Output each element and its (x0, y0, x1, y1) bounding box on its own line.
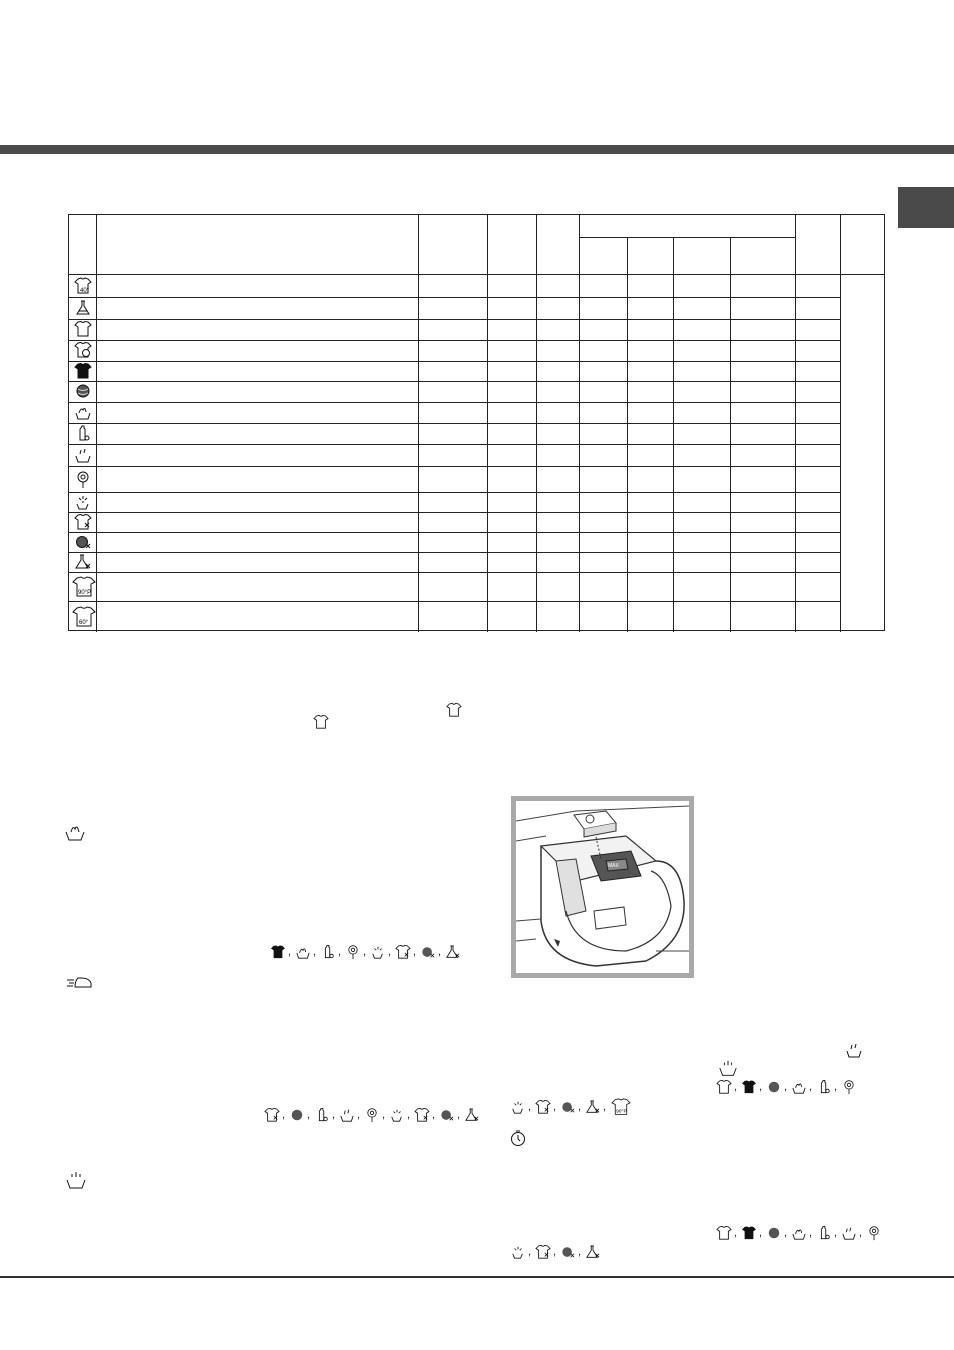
flask-stain-icon (443, 944, 463, 960)
tshirt-90p-label: 90°P (78, 590, 92, 596)
table-row-line (69, 572, 840, 573)
table-row-line (69, 402, 840, 403)
wool-stain-icon (558, 1099, 578, 1115)
inline-icon-row-4b: , , , (508, 1243, 603, 1261)
footer-rule (0, 1276, 954, 1278)
inline-icon-row-3b: , , , , 90°P (508, 1098, 634, 1116)
baby-bottle-icon (72, 425, 93, 441)
tshirt-stain-icon (533, 1099, 553, 1115)
wool-icon (764, 1079, 784, 1095)
flask-stain-icon (583, 1244, 603, 1260)
drawer-illustration (516, 801, 689, 973)
inline-icon-row-3a: , , , , , (714, 1078, 859, 1096)
table-subheader-line (579, 237, 795, 238)
tshirt-small-icon (442, 700, 466, 720)
stain-icon (72, 494, 93, 510)
handwash-icon (293, 944, 313, 960)
flower-icon (839, 1079, 859, 1095)
flask-icon (72, 300, 93, 316)
dark-tshirt-icon (268, 944, 288, 960)
tshirt-90p-inline-label: 90°P (616, 1109, 627, 1115)
handwash-icon (789, 1079, 809, 1095)
inline-icon-row-2: , , , , , , , , (262, 1106, 482, 1124)
stain-icon (387, 1107, 407, 1123)
basin-icon (842, 1040, 866, 1060)
tshirt-icon (714, 1225, 734, 1241)
handwash-icon (72, 404, 93, 420)
tshirt-60-label: 60° (79, 620, 89, 626)
timer-icon (506, 1128, 530, 1148)
tshirt-icon (714, 1079, 734, 1095)
table-row-line (69, 444, 840, 445)
flask-stain-icon (462, 1107, 482, 1123)
basin-icon (337, 1107, 357, 1123)
wool-stain-icon (72, 534, 93, 550)
detergent-drawer-figure (511, 796, 694, 978)
tshirt-timer-icon (72, 342, 93, 358)
tshirt-60-icon (72, 605, 96, 629)
table-row-line (69, 492, 840, 493)
tshirt-90p-icon (72, 575, 96, 599)
dark-tshirt-icon (739, 1225, 759, 1241)
wool-stain-icon (558, 1244, 578, 1260)
table-row-line (69, 361, 840, 362)
flower-icon (343, 944, 363, 960)
tshirt-stain-icon (393, 944, 413, 960)
dark-tshirt-icon (739, 1079, 759, 1095)
basin-icon (839, 1225, 859, 1241)
baby-bottle-icon (312, 1107, 332, 1123)
table-row-line (69, 340, 840, 341)
inline-icon-row-4a: , , , , , , (714, 1224, 884, 1242)
flower-icon (362, 1107, 382, 1123)
table-row-line (69, 423, 840, 424)
max-mark: MAX (608, 863, 619, 869)
table-row-line (69, 466, 840, 467)
basin-icon (72, 446, 93, 464)
table-row-line (69, 601, 840, 602)
baby-bottle-icon (318, 944, 338, 960)
tshirt-90p-icon (608, 1099, 634, 1115)
table-row-line (69, 319, 840, 320)
flask-stain-icon (583, 1099, 603, 1115)
programme-table (68, 214, 885, 631)
flower-icon (864, 1225, 884, 1241)
table-row-line (69, 381, 840, 382)
tshirt-40-label: 40° (79, 288, 89, 294)
table-row-line (69, 297, 840, 298)
flower-icon (72, 469, 93, 489)
table-header-line (69, 274, 885, 275)
rinse-icon (716, 1058, 740, 1078)
easy-iron-icon (65, 973, 95, 993)
handwash-icon (789, 1225, 809, 1241)
wool-stain-icon (418, 944, 438, 960)
handwash-section-icon (63, 822, 87, 842)
flask-stain-icon (72, 554, 93, 570)
baby-bottle-icon (814, 1079, 834, 1095)
tshirt-stain-icon (262, 1107, 282, 1123)
stain-icon (368, 944, 388, 960)
inline-icon-row-1: , , , , , , , (268, 943, 463, 961)
tshirt-stain-icon (72, 514, 93, 530)
stain-icon (508, 1099, 528, 1115)
wool-ball-icon (72, 383, 93, 399)
language-tab (898, 187, 954, 228)
table-row-line (69, 552, 840, 553)
baby-bottle-icon (814, 1225, 834, 1241)
rinse-section-icon (64, 1170, 88, 1190)
tshirt-icon (72, 321, 93, 337)
wool-icon (287, 1107, 307, 1123)
table-row-line (69, 532, 840, 533)
dark-tshirt-icon (72, 363, 93, 379)
tshirt-stain-icon (412, 1107, 432, 1123)
tshirt-40-icon (72, 277, 93, 295)
tshirt-small-icon (309, 712, 333, 732)
tshirt-stain-icon (533, 1244, 553, 1260)
stain-icon (508, 1244, 528, 1260)
table-row-line (69, 512, 840, 513)
table-col-line (840, 215, 841, 632)
wool-icon (764, 1225, 784, 1241)
header-band (0, 145, 954, 154)
wool-stain-icon (437, 1107, 457, 1123)
